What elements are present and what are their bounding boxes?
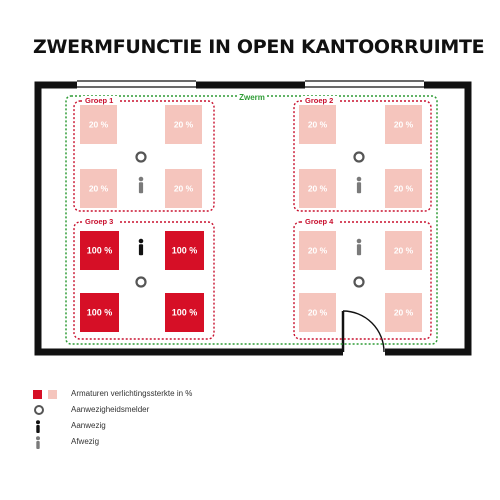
light-level-label: 20 %: [88, 119, 109, 130]
legend-absent-label: Afwezig: [71, 437, 100, 446]
swarm-border: [66, 96, 437, 344]
light-level-label: 20 %: [307, 245, 328, 256]
light-level-label: 20 %: [173, 183, 194, 194]
light-level-label: 20 %: [88, 183, 109, 194]
light-level-label: 100 %: [171, 307, 198, 318]
groups: [74, 96, 431, 339]
group-label: Groep 1: [85, 96, 114, 105]
presence-sensor-icon: [137, 278, 146, 287]
group-label: Groep 2: [305, 96, 334, 105]
swarm-label: Zwerm: [239, 93, 265, 102]
page-title: ZWERMFUNCTIE IN OPEN KANTOORRUIMTE: [33, 36, 485, 58]
light-level-label: 20 %: [393, 183, 414, 194]
present-person-icon: [34, 420, 46, 434]
door-swing: [343, 311, 384, 352]
group-3: [74, 217, 214, 339]
legend-sensor-label: Aanwezigheidsmelder: [71, 405, 150, 414]
light-level-label: 20 %: [393, 119, 414, 130]
absent-person-icon: [34, 436, 46, 450]
light-level-label: 20 %: [307, 307, 328, 318]
legend-fixtures-label: Armaturen verlichtingssterkte in %: [71, 389, 193, 398]
group-1: [74, 96, 214, 211]
group-4: [294, 217, 431, 339]
sensor-icon: [34, 405, 44, 415]
light-level-label: 20 %: [393, 307, 414, 318]
light-level-label: 20 %: [173, 119, 194, 130]
absent-person-icon: [357, 177, 362, 194]
light-level-label: 20 %: [307, 183, 328, 194]
dim-light-swatch: [48, 390, 57, 399]
light-level-label: 100 %: [86, 307, 113, 318]
light-level-label: 20 %: [307, 119, 328, 130]
legend-present-label: Aanwezig: [71, 421, 106, 430]
door-opening: [343, 346, 385, 356]
present-person-icon: [139, 239, 144, 256]
presence-sensor-icon: [355, 278, 364, 287]
light-level-label: 100 %: [86, 245, 113, 256]
full-light-swatch: [33, 390, 42, 399]
light-level-label: 20 %: [393, 245, 414, 256]
group-2: [294, 96, 431, 211]
light-level-label: 100 %: [171, 245, 198, 256]
absent-person-icon: [357, 239, 362, 256]
presence-sensor-icon: [355, 153, 364, 162]
group-label: Groep 3: [85, 217, 114, 226]
presence-sensor-icon: [137, 153, 146, 162]
group-label: Groep 4: [305, 217, 334, 226]
absent-person-icon: [139, 177, 144, 194]
